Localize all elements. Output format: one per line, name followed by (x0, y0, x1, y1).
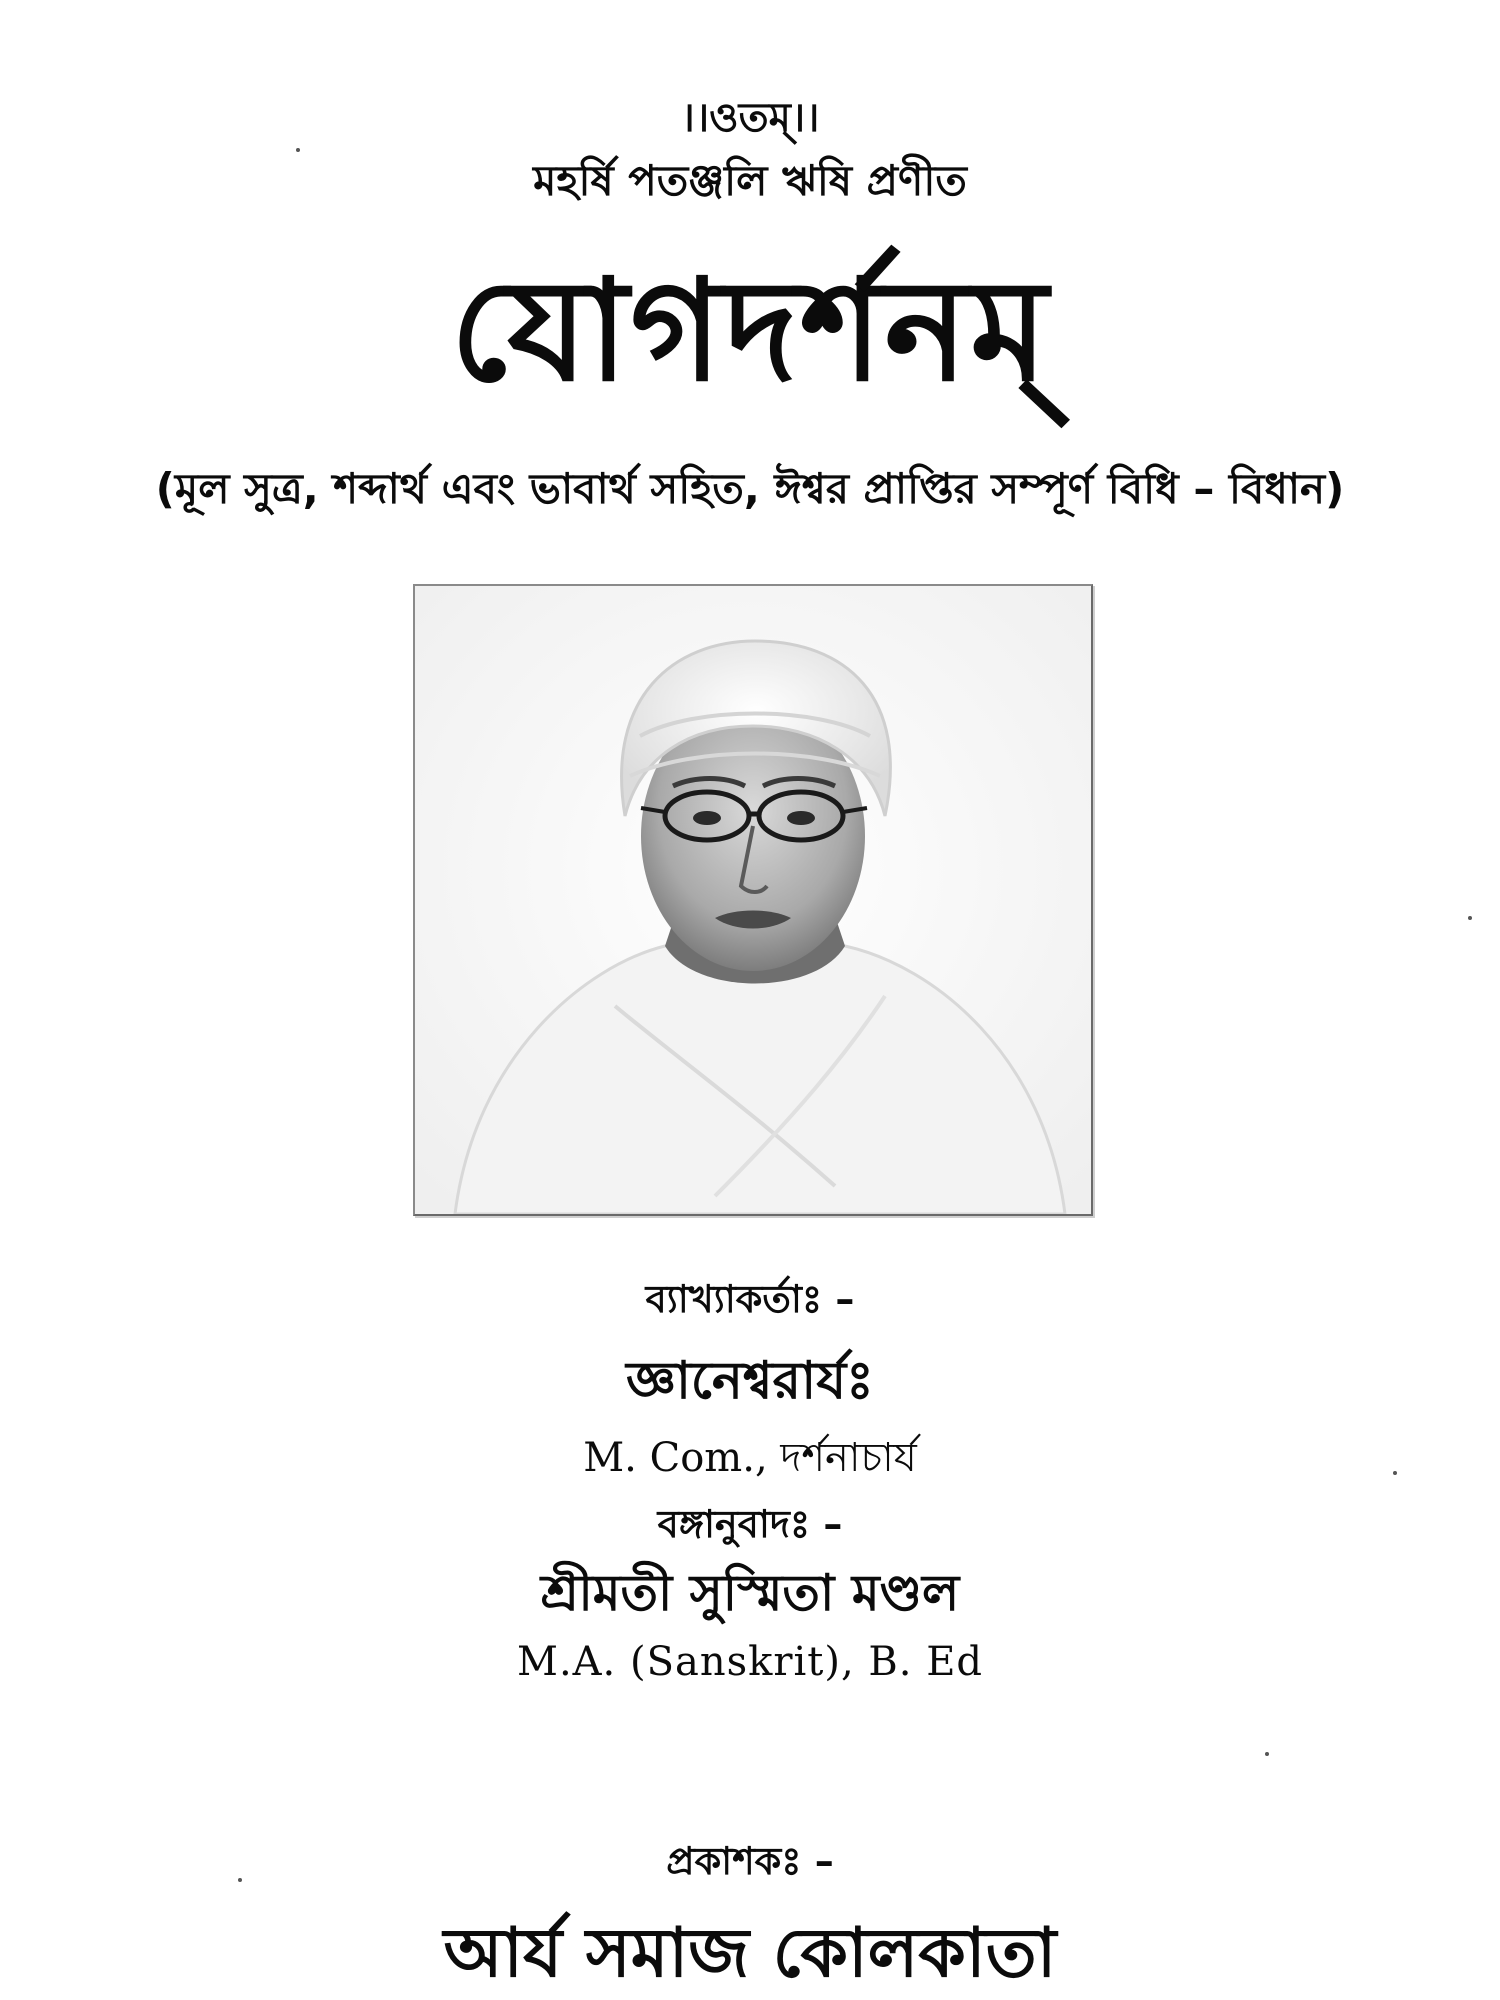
translator-qualification: M.A. (Sanskrit), B. Ed (516, 1639, 984, 1685)
portrait-illustration (415, 586, 1091, 1214)
commentator-label: ব্যাখ্যাকর্তাঃ – (645, 1277, 855, 1321)
publisher-label: প্রকাশকঃ – (666, 1839, 834, 1883)
book-subtitle: (মূল সুত্র, শব্দার্থ এবং ভাবার্থ সহিত, ঈশ্বর প্রাপ্তির সম্পূর্ণ বিধি – বিধান) (155, 464, 1345, 513)
scan-speck (1393, 1471, 1397, 1475)
commentator-qualification: M. Com., দর্শনাচার্য (583, 1435, 917, 1481)
book-title: যোগদর্শনম্ (450, 250, 1050, 413)
translator-label: বঙ্গানুবাদঃ – (657, 1502, 843, 1546)
portrait-photo (413, 584, 1093, 1216)
scan-speck (238, 1878, 242, 1882)
byline-text: মহর্ষি পতঞ্জলি ঋষি প্রণীত (533, 156, 967, 205)
invocation-text: ।।ওতম্।। (680, 95, 820, 141)
scan-speck (296, 148, 300, 152)
scan-speck (1468, 916, 1472, 920)
translator-name: শ্রীমতী সুস্মিতা মণ্ডল (540, 1564, 960, 1622)
scan-speck (1265, 1752, 1269, 1756)
publisher-name: আর্য সমাজ কোলকাতা (443, 1914, 1057, 1993)
commentator-name: জ্ঞানেশ্বরার্যঃ (626, 1351, 874, 1411)
